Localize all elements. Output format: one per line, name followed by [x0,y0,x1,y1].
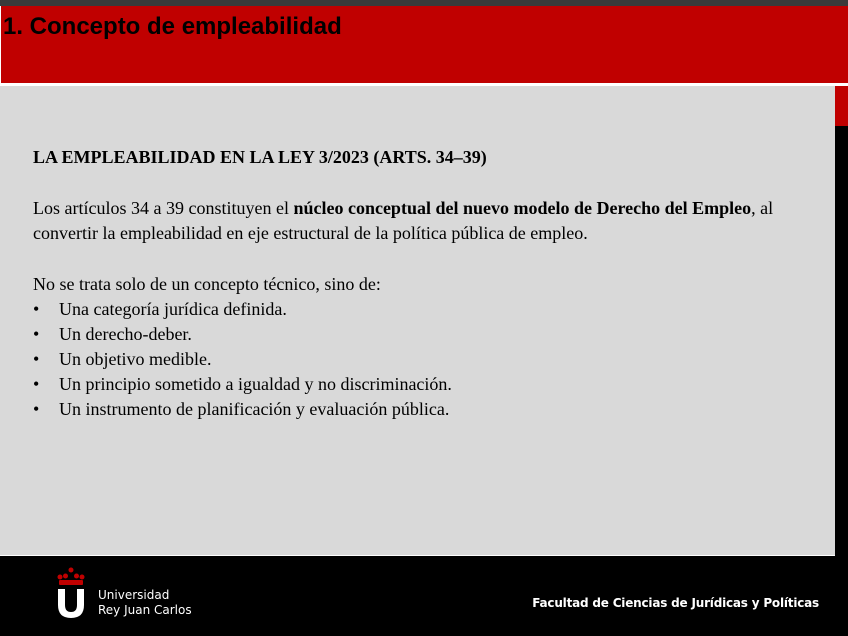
faculty-name: Facultad de Ciencias de Jurídicas y Políticas [532,596,819,610]
footer [0,556,848,636]
bullet-item: • Una categoría jurídica definida. [33,297,823,322]
bullet-item: • Un principio sometido a igualdad y no discriminación. [33,372,823,397]
right-edge [835,86,848,556]
urjc-crown-u-icon [56,567,86,619]
university-line-1: Universidad [98,588,170,602]
list-intro: No se trata solo de un concepto técnico, sino de: [33,274,381,294]
intro-paragraph [33,196,823,246]
paragraph-emphasis: núcleo conceptual del nuevo modelo de Derecho del Empleo [293,198,752,218]
university-line-2: Rey Juan Carlos [98,603,192,617]
section-heading: LA EMPLEABILIDAD EN LA LEY 3/2023 (ARTS. 34–39) [33,147,487,167]
bullet-item: • Un derecho-deber. [33,322,823,347]
title-bar [1,6,848,83]
bullet-item: • Un objetivo medible. [33,347,823,372]
slide-title: 1. Concepto de empleabilidad [3,13,342,40]
bullet-item: • Un instrumento de planificación y evaluación pública. [33,397,823,422]
university-name [98,588,192,618]
slide-content [33,145,823,422]
bullet-list [33,297,823,422]
paragraph-text-end: , al convertir la empleabilidad en eje estructural de la política pública de empleo. [33,198,774,243]
right-edge-accent [835,86,848,126]
paragraph-text-start: Los artículos 34 a 39 constituyen el [33,198,294,218]
